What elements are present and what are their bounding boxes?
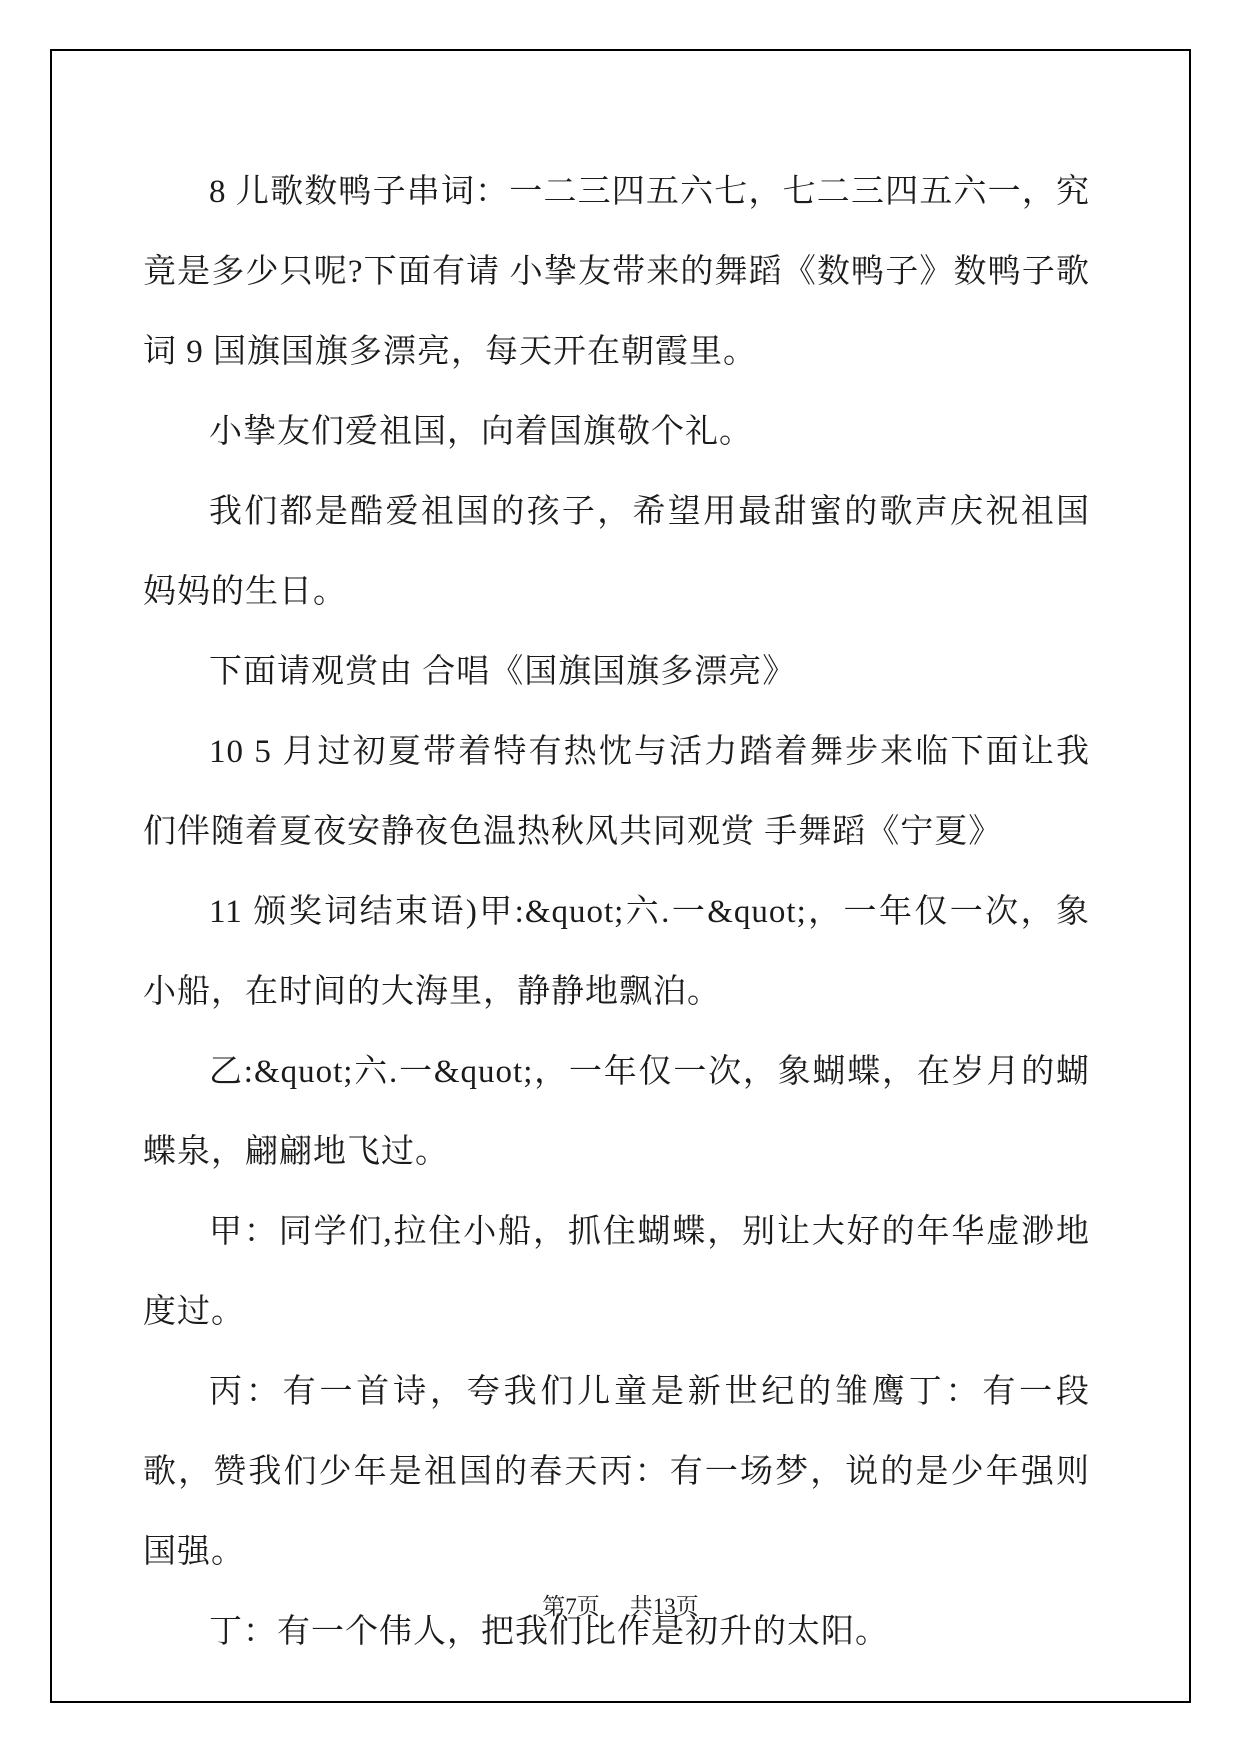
paragraph: 我们都是酷爱祖国的孩子，希望用最甜蜜的歌声庆祝祖国妈妈的生日。: [143, 494, 1090, 610]
paragraph: 小挚友们爱祖国，向着国旗敬个礼。: [209, 414, 753, 450]
paragraph: 下面请观赏由 合唱《国旗国旗多漂亮》: [209, 654, 797, 690]
paragraph: 丁：有一个伟人，把我们比作是初升的太阳。: [209, 1614, 889, 1650]
page-number-total: 共13页: [629, 1594, 699, 1619]
paragraph: 10 5 月过初夏带着特有热忱与活力踏着舞步来临下面让我们伴随着夏夜安静夜色温热秋风共同观赏 手舞蹈《宁夏》: [143, 734, 1090, 850]
page-footer: [50, 1588, 1191, 1621]
document-text: [143, 152, 1090, 1672]
paragraph: 甲：同学们,拉住小船，抓住蝴蝶，别让大好的年华虚渺地度过。: [143, 1214, 1090, 1330]
paragraph: 8 儿歌数鸭子串词：一二三四五六七，七二三四五六一，究竟是多少只呢?下面有请 小挚友带来的舞蹈《数鸭子》数鸭子歌词 9 国旗国旗多漂亮，每天开在朝霞里。: [143, 174, 1090, 370]
paragraph: 丙：有一首诗，夸我们儿童是新世纪的雏鹰丁：有一段歌，赞我们少年是祖国的春天丙：有一场梦，说的是少年强则国强。: [143, 1374, 1090, 1570]
paragraph: 乙:&quot;六.一&quot;，一年仅一次，象蝴蝶，在岁月的蝴蝶泉，翩翩地飞过。: [143, 1054, 1090, 1170]
paragraph: 11 颁奖词结束语)甲:&quot;六.一&quot;，一年仅一次，象小船，在时间的大海里，静静地飘泊。: [143, 894, 1090, 1010]
page-number-current: 第7页: [542, 1594, 600, 1619]
